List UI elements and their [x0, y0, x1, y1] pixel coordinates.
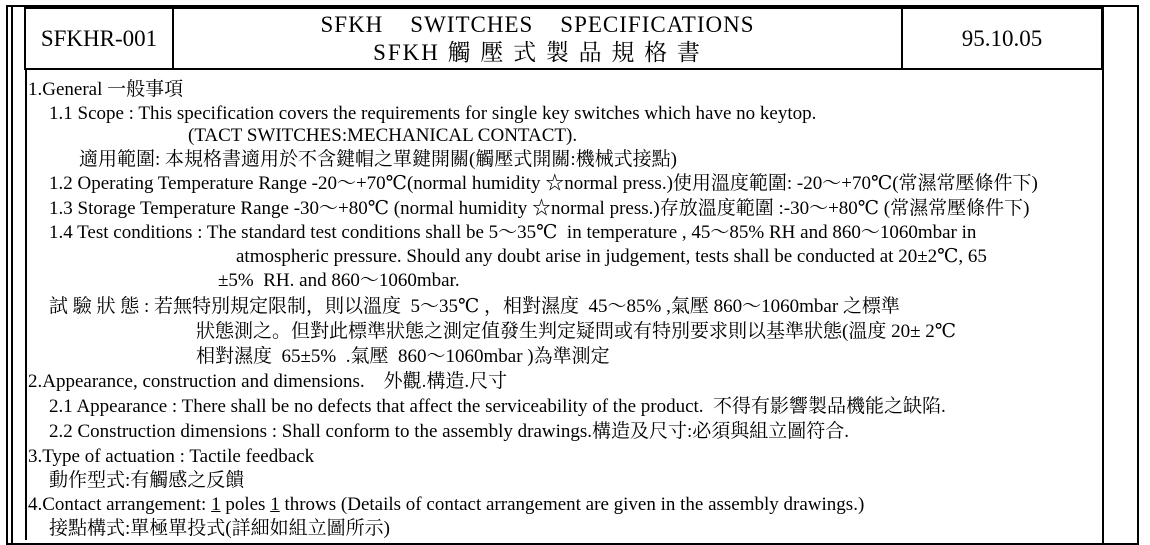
throws-count: 1	[270, 494, 280, 515]
appearance-line: 2.1 Appearance : There shall be no defects that affect the serviceability of the product. 不得有影響製品機能之缺陷.	[49, 396, 946, 417]
test-state-chinese-3: 相對濕度 65±5% .氣壓 860～1060mbar )為準測定	[196, 346, 610, 367]
scope-line-2: (TACT SWITCHES:MECHANICAL CONTACT).	[188, 125, 578, 146]
section-1-heading: 1.General 一般事項	[28, 79, 184, 100]
throws-label: throws (Details of contact arrangement are given in the assembly drawings.)	[279, 494, 865, 515]
storage-temp-line: 1.3 Storage Temperature Range -30～+80℃ (normal humidity ☆normal press.)存放溫度範圍 :-30～+80℃ (常濕常壓條件下)	[49, 198, 1030, 219]
construction-line: 2.2 Construction dimensions : Shall conform to the assembly drawings.構造及尺寸:必須與組立圖符合.	[49, 421, 850, 442]
test-state-chinese-1: 試 驗 狀 態 : 若無特別規定限制，則以溫度 5～35℃ ，相對濕度 45～85% ,氣壓 860～1060mbar 之標準	[49, 296, 900, 317]
title-cell	[174, 9, 903, 68]
spec-body	[25, 70, 1105, 540]
section-3-heading: 3.Type of actuation : Tactile feedback	[28, 446, 315, 467]
doc-date: 95.10.05	[961, 25, 1043, 51]
section-2-heading: 2.Appearance, construction and dimensions. 外觀.構造.尺寸	[28, 371, 508, 392]
test-conditions-line-2: atmospheric pressure. Should any doubt arise in judgement, tests shall be conducted at 20±2℃, 65	[236, 246, 987, 267]
test-state-chinese-2: 狀態測之。但對此標準狀態之測定值發生判定疑問或有特別要求則以基準狀態(溫度 20± 2℃	[196, 321, 957, 342]
doc-number: SFKHR-001	[26, 9, 174, 68]
poles-count: 1	[211, 494, 221, 515]
title-chinese: SFKH 觸 壓 式 製 品 規 格 書	[373, 39, 702, 65]
contact-arrangement-label: 4.Contact arrangement:	[28, 494, 212, 515]
actuation-chinese: 動作型式:有觸感之反饋	[49, 470, 245, 491]
test-conditions-line-3: ±5% RH. and 860～1060mbar.	[218, 270, 460, 291]
scope-line: 1.1 Scope : This specification covers the requirements for single key switches which have no keytop.	[49, 103, 817, 124]
header-table	[24, 7, 1103, 70]
test-conditions-line: 1.4 Test conditions : The standard test conditions shall be 5～35℃ in temperature , 45～85% RH and 860～1060mbar in	[49, 222, 977, 243]
section-4-heading	[28, 494, 864, 516]
operating-temp-line: 1.2 Operating Temperature Range -20～+70℃(normal humidity ☆normal press.)使用溫度範圍: -20～+70℃(常濕常壓條件下)	[49, 173, 1038, 194]
poles-label: poles	[220, 494, 271, 515]
contact-chinese: 接點構式:單極單投式(詳細如組立圖所示)	[49, 518, 390, 539]
title-english: SFKH SWITCHES SPECIFICATIONS	[320, 11, 755, 37]
left-border-rule	[11, 5, 13, 545]
scope-chinese: 適用範圍: 本規格書適用於不含鍵帽之單鍵開關(觸壓式開關:機械式接點)	[79, 149, 677, 170]
